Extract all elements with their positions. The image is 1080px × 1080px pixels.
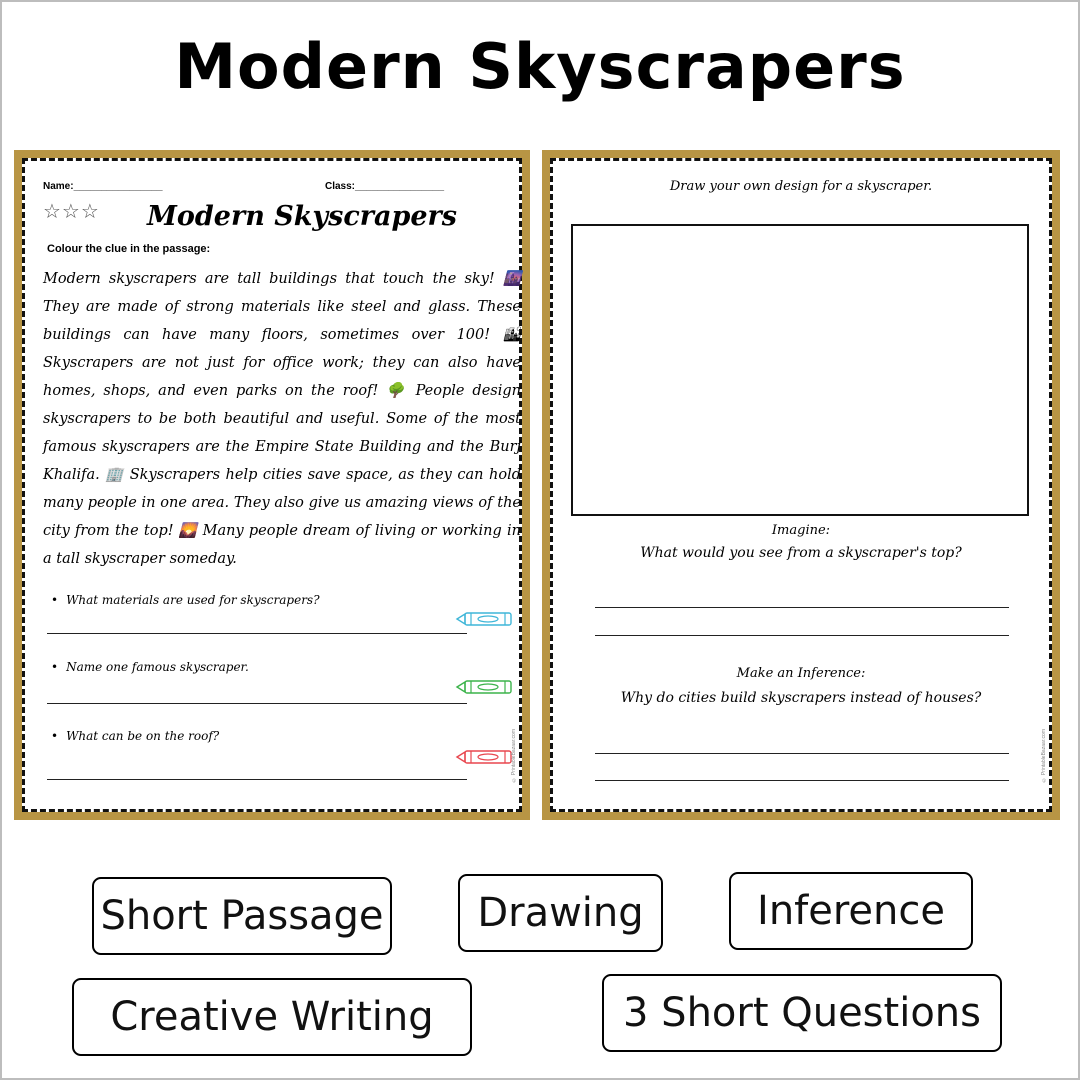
- main-title: Modern Skyscrapers: [174, 30, 906, 103]
- tag-inference: Inference: [729, 872, 973, 950]
- answer-line-3: [47, 779, 467, 780]
- answer-line-1: [47, 633, 467, 634]
- worksheet-page-activities: [542, 150, 1060, 820]
- imagine-question: What would you see from a skyscraper's top?: [640, 545, 962, 561]
- tag-3-short-questions: 3 Short Questions: [602, 974, 1002, 1052]
- class-field: Class:________________: [325, 181, 444, 192]
- page-inner: [550, 158, 1052, 812]
- inference-question: Why do cities build skyscrapers instead of houses?: [620, 690, 982, 706]
- answer-line-2: [47, 703, 467, 704]
- drawing-box[interactable]: [571, 224, 1029, 516]
- question-2: • Name one famous skyscraper.: [51, 660, 249, 674]
- crayon-icon: [455, 749, 515, 765]
- credit-text: © PrintableBazaar.com: [511, 729, 517, 783]
- imagine-label: Imagine:: [771, 523, 831, 538]
- inference-label: Make an Inference:: [736, 666, 866, 681]
- answer-line-inference-2: [595, 780, 1009, 781]
- draw-prompt: Draw your own design for a skyscraper.: [669, 179, 933, 194]
- reading-passage: Modern skyscrapers are tall buildings that touch the sky! 🌆 They are made of strong materials like steel and glass. These buildings can have many floors, sometimes over 100! 🏙 Skyscrapers are not just for office work; they can also have homes, shops, and even parks on the roof! 🌳 People design skyscrapers to be both beautiful and useful. Some of the most famous skyscrapers are the Empire State Building and the Burj Khalifa. 🏢 Skyscrapers help cities save space, as they can hold many people in one area. They also give us amazing views of the city from the top! 🌄 Many people dream of living or working in a tall skyscraper someday.: [43, 271, 521, 567]
- answer-line-inference-1: [595, 753, 1009, 754]
- star-rating-icon: ☆☆☆: [43, 199, 100, 223]
- question-3: • What can be on the roof?: [51, 729, 219, 743]
- tag-short-passage: Short Passage: [92, 877, 392, 955]
- worksheet-title: Modern Skyscrapers: [147, 201, 457, 232]
- crayon-icon: [455, 679, 515, 695]
- name-field: Name:________________: [43, 181, 163, 192]
- instruction-text: Colour the clue in the passage:: [47, 243, 211, 255]
- crayon-icon: [455, 611, 515, 627]
- answer-line-imagine-1: [595, 607, 1009, 608]
- worksheet-page-passage: [14, 150, 530, 820]
- question-1: • What materials are used for skyscrapers?: [51, 593, 320, 607]
- answer-line-imagine-2: [595, 635, 1009, 636]
- tag-creative-writing: Creative Writing: [72, 978, 472, 1056]
- credit-text: © PrintableBazaar.com: [1041, 729, 1047, 783]
- page-inner: [22, 158, 522, 812]
- tag-drawing: Drawing: [458, 874, 663, 952]
